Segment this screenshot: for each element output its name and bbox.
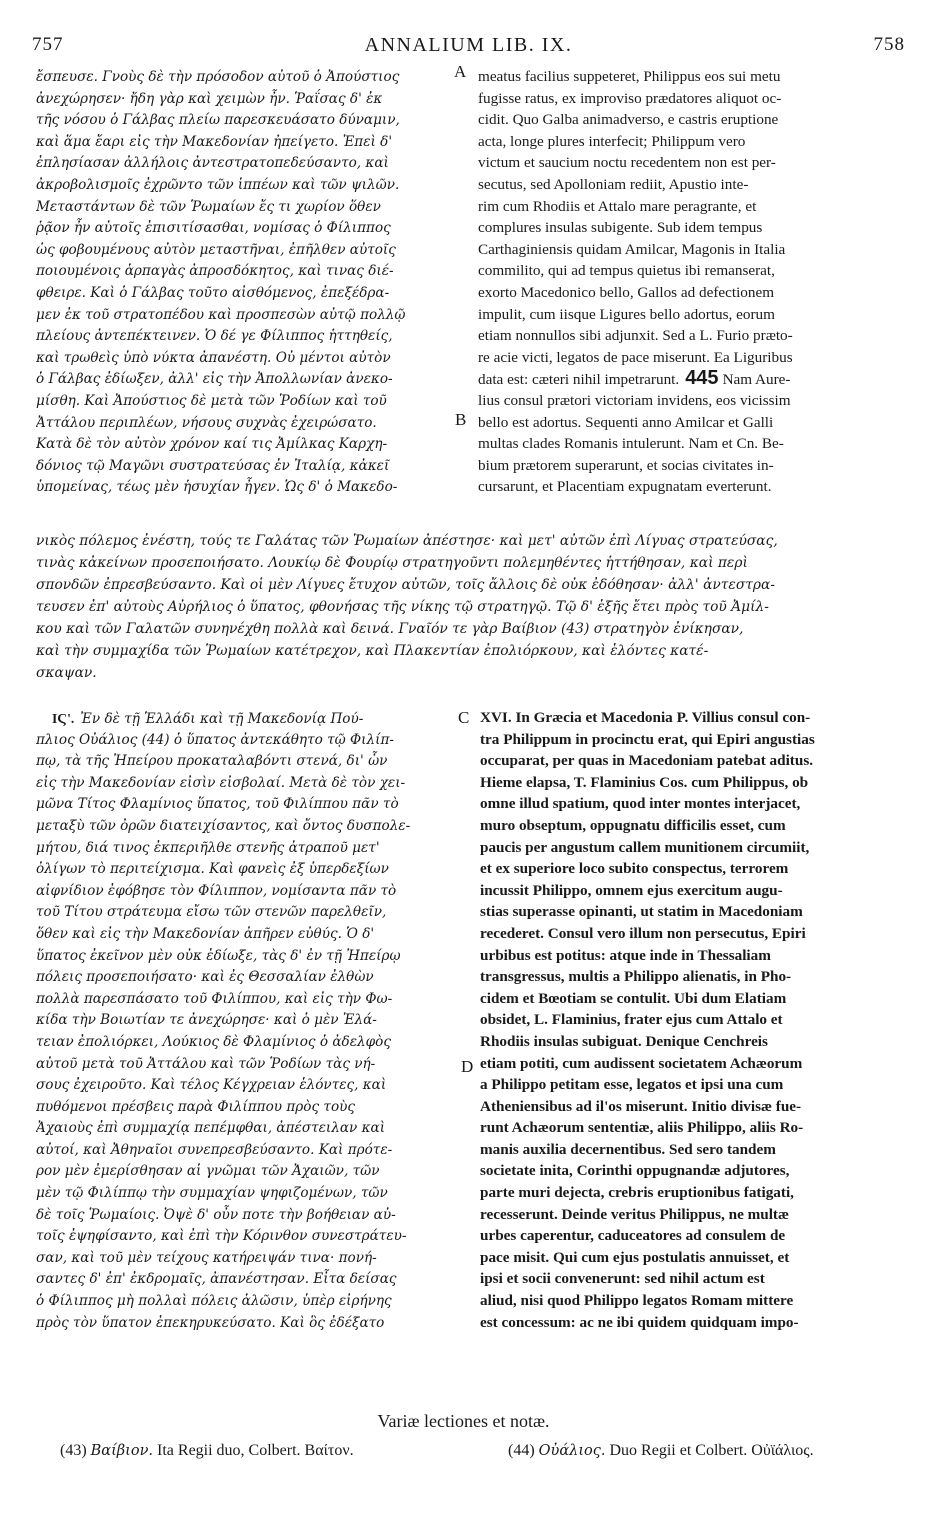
greek-text-line: ὑπομείνας, τέως μὲν ἡσυχίαν ἦγεν. Ὡς δ' ὁ Μακεδο- bbox=[36, 479, 398, 496]
greek-text-line: πλείους ἀντεπέκτεινεν. Ὁ δέ γε Φίλιππος ἡττηθείς, bbox=[36, 328, 393, 345]
latin-text-line: rim cum Rhodiis et Attalo mare peragrante, et bbox=[478, 197, 757, 215]
latin-text-line: Rhodiis insulas subiguat. Denique Cenchreis bbox=[480, 1032, 768, 1050]
latin-text-line: muro obseptum, oppugnatu difficilis esset, cum bbox=[480, 816, 786, 834]
latin-text-line: impulit, cum iisque Ligures bello adortus, eorum bbox=[478, 305, 775, 323]
greek-text-line: ὡς φοβουμένους αὐτὸν μεταστῆναι, ἐπῆλθεν αὐτοῖς bbox=[36, 241, 396, 258]
latin-text-line: urbibus est potitus: atque inde in Thessaliam bbox=[480, 946, 771, 964]
greek-text-line: αἰφνίδιον ἐφόβησε τὸν Φίλιππον, νομίσαντα πᾶν τὸ bbox=[36, 882, 397, 899]
latin-text-line: exorto Macedonico bello, Gallos ad defectionem bbox=[478, 283, 775, 301]
notes-heading: Variæ lectiones et notæ. bbox=[377, 1411, 550, 1431]
greek-text-line: τοῖς ἐψηφίσαντο, καὶ ἐπὶ τὴν Κόρινθον συνεστράτευ- bbox=[36, 1228, 407, 1245]
greek-text-line: Ἀχαιοὺς ἐπὶ συμμαχίᾳ πεπέμφθαι, ἀπέστειλαν καὶ bbox=[36, 1120, 386, 1137]
note-44-text: Duo Regii et Colbert. Οὐϊάλιος. bbox=[609, 1442, 814, 1459]
greek-text-line: καὶ τρωθεὶς ὑπὸ νύκτα ἀπανέστη. Οὐ μέντοι αὐτὸν bbox=[36, 349, 391, 366]
greek-column-bottom bbox=[36, 708, 456, 1334]
note-43-text: Ita Regii duo, Colbert. Βαίτον. bbox=[157, 1442, 354, 1459]
greek-text-line: κου καὶ τῶν Γαλατῶν συνηνέχθη πολλὰ καὶ δεινά. Γναῖόν τε γὰρ Βαίβιον (43) στρατηγὸν ἐνίκησαν, bbox=[36, 621, 744, 637]
greek-text-line: καὶ ἅμα ἔαρι εἰς τὴν Μακεδονίαν ἠπείγετο. Ἐπεὶ δ' bbox=[36, 133, 393, 150]
greek-text-line: σους ἐχειροῦτο. Καὶ τέλος Κέγχρειαν ἑλόντες, καὶ bbox=[36, 1077, 387, 1094]
latin-text-line: pace misit. Qui cum ejus postulatis annuisset, et bbox=[480, 1248, 790, 1266]
latin-text-line: omne illud spatium, quod inter montes interjacet, bbox=[480, 795, 801, 813]
greek-text-line: μὲν τῷ Φιλίππῳ τὴν συμμαχίαν ψηφιζομένων, τῶν bbox=[36, 1185, 388, 1202]
latin-text-fragment: Nam Aure- bbox=[722, 371, 791, 389]
greek-text-line: ἀκροβολισμοῖς ἐχρῶντο τῶν ἱππέων καὶ τῶν ψιλῶν. bbox=[36, 176, 400, 193]
latin-text-line: Atheniensibus ad il'os miserunt. Initio divisæ fue- bbox=[480, 1097, 802, 1115]
greek-text-line: ὅθεν καὶ εἰς τὴν Μακεδονίαν ἀπῆρεν εὐθύς. Ὁ δ' bbox=[36, 925, 375, 942]
latin-text-line: Carthaginiensis quidam Amilcar, Magonis in Italia bbox=[478, 240, 786, 258]
greek-text-line: μίσθη. Καὶ Ἀπούστιος δὲ μετὰ τῶν Ῥοδίων καὶ τοῦ bbox=[36, 392, 387, 409]
latin-text-line: stias superasse opinanti, ut statim in Macedoniam bbox=[480, 903, 803, 921]
greek-text-line: ποιουμένοις ἁρπαγὰς ἀπροσδόκητος, καὶ τινας διέ- bbox=[36, 263, 394, 280]
latin-text-line: Hieme elapsa, T. Flaminius Cos. cum Philippus, ob bbox=[480, 773, 809, 791]
latin-text-line: manis auxilia decernentibus. Sed sero tandem bbox=[480, 1140, 776, 1158]
latin-text-line: cidit. Quo Galba animadverso, e castris eruptione bbox=[478, 111, 779, 129]
latin-text-line: obsidet, L. Flaminius, frater ejus cum Attalo et bbox=[480, 1011, 783, 1029]
greek-text-line: τοῦ Τίτου στράτευμα εἴσω τῶν στενῶν παρελθεῖν, bbox=[36, 904, 387, 921]
greek-text-line: ἀνεχώρησεν· ἤδη γὰρ καὶ χειμὼν ἦν. Ῥαΐσας δ' ἐκ bbox=[36, 90, 383, 107]
greek-text-line: τινὰς κἀκείνων προσεποιήσατο. Λουκίῳ δὲ Φουρίῳ στρατηγοῦντι πολεμηθέντες ἡττήθησαν, καὶ περὶ bbox=[36, 555, 748, 571]
greek-text-line: σαν, καὶ τοῦ μὲν τείχους κατήρειψάν τινα· πονή- bbox=[36, 1249, 377, 1266]
greek-text-line: αὐτοῦ μετὰ τοῦ Ἀττάλου καὶ τῶν Ῥοδίων τὰς νή- bbox=[36, 1055, 376, 1072]
latin-text-fragment: data est: cæteri nihil impetrarunt. bbox=[478, 371, 680, 389]
margin-marker-d: D bbox=[461, 1057, 474, 1076]
greek-text-line: τῆς νόσου ὁ Γάλβας πλείω παρεσκευάσατο δύναμιν, bbox=[36, 112, 400, 129]
greek-text-line: πλιος Οὐάλιος (44) ὁ ὕπατος ἀντεκάθητο τῷ Φιλίπ- bbox=[36, 731, 394, 748]
greek-text-line: αὐτοί, καὶ Ἀθηναῖοι συνεπρεσβεύσαντο. Καὶ πρότε- bbox=[36, 1141, 393, 1158]
latin-text-line: runt Achæorum sententiæ, aliis Philippo, aliis Ro- bbox=[480, 1119, 804, 1137]
greek-text-line: σπονδῶν ἐπρεσβεύσαντο. Καὶ οἱ μὲν Λίγυες ἔτυχον αὐτῶν, τοῖς ἄλλοις δὲ οὐκ ἐδόθησαν· ἀλλ' ἀντεστρα- bbox=[36, 577, 775, 593]
note-44 bbox=[508, 1442, 814, 1460]
margin-marker-c: C bbox=[458, 708, 470, 727]
latin-text-line: urbes caperentur, caduceatores ad consulem de bbox=[480, 1227, 786, 1245]
note-44-word: Οὐάλιος. bbox=[538, 1443, 606, 1459]
latin-text-line: etiam potiti, cum audissent societatem Achæorum bbox=[480, 1054, 803, 1072]
latin-text-line: parte muri dejecta, crebris eruptionibus fatigati, bbox=[480, 1184, 794, 1202]
latin-text-line: commilito, qui ad tempus quietus ibi remanserat, bbox=[478, 262, 775, 280]
greek-text-line: τειαν ἐπολιόρκει, Λούκιος δὲ Φλαμίνιος ὁ ἀδελφὸς bbox=[36, 1033, 391, 1050]
page-number-right: 758 bbox=[873, 34, 905, 55]
greek-text-line: σαντες δ' ἐπ' ἐκδρομαῖς, ἀπανέστησαν. Εἶτα δείσας bbox=[36, 1271, 397, 1288]
greek-text-line: ἔσπευσε. Γνοὺς δὲ τὴν πρόσοδον αὐτοῦ ὁ Ἀπούστιος bbox=[36, 69, 400, 85]
greek-text-line: πόλεις προσεποιήσατο· καὶ ἐς Θεσσαλίαν ἐλθὼν bbox=[36, 969, 374, 986]
latin-text-line: meatus facilius suppeteret, Philippus eos sui metu bbox=[478, 68, 781, 85]
latin-text-line: et ex superiore loco subito conspectus, terrorem bbox=[480, 860, 789, 878]
note-43 bbox=[60, 1442, 354, 1460]
latin-text-line: est concessum: ac ne ibi quidem quidquam impo- bbox=[480, 1313, 799, 1331]
greek-text-line: πολλὰ παρεσπάσατο τοῦ Φιλίππου, καὶ εἰς τὴν Φω- bbox=[36, 990, 393, 1007]
note-43-number: (43) bbox=[60, 1442, 87, 1459]
greek-text-line: Κατὰ δὲ τὸν αὐτὸν χρόνον καί τις Ἀμίλκας Καρχη- bbox=[36, 436, 388, 453]
greek-text-line: μήτου, διά τινος ἐκπεριῆλθε στενῆς ἀτραποῦ μετ' bbox=[36, 839, 380, 856]
greek-text-line bbox=[36, 708, 456, 730]
running-head: ANNALIUM LIB. IX. bbox=[364, 34, 573, 56]
latin-text-line: bello est adortus. Sequenti anno Amilcar et Galli bbox=[478, 413, 774, 431]
greek-text-line: νικὸς πόλεμος ἐνέστη, τούς τε Γαλάτας τῶν Ῥωμαίων ἀπέστησε· καὶ μετ' αὐτῶν ἐπὶ Λίγυας στρατεύσας, bbox=[36, 533, 778, 549]
latin-text-line: secutus, sed Apolloniam rediit, Apustio inte- bbox=[478, 175, 749, 193]
greek-text-line: σκαψαν. bbox=[36, 665, 97, 681]
latin-text-line: bium prætorem superarunt, et socias civitates in- bbox=[478, 456, 774, 474]
latin-text-line bbox=[478, 368, 910, 390]
greek-text-line: δὲ τοῖς Ῥωμαίοις. Ὀψὲ δ' οὖν ποτε τὴν βοήθειαν αὐ- bbox=[36, 1206, 396, 1223]
greek-text-line: ὁ Φίλιππος μὴ πολλαὶ πόλεις ἁλῶσιν, ὑπὲρ εἰρήνης bbox=[36, 1293, 392, 1310]
greek-text-line: Ἀττάλου περιπλέων, νήσους συχνὰς ἐχειρώσατο. bbox=[36, 414, 377, 431]
latin-text-line: a Philippo petitam esse, legatos et ipsi una cum bbox=[480, 1076, 784, 1094]
page-reference-number: 445 bbox=[685, 368, 719, 390]
margin-marker-a: A bbox=[454, 62, 467, 81]
latin-text-line: lius consul prætori victoriam invidens, eos vicissim bbox=[478, 391, 791, 409]
greek-text-line: ῥᾷον ἦν αὐτοῖς ἐπισιτίσασθαι, νομίσας ὁ Φίλιππος bbox=[36, 220, 391, 237]
latin-text-line: multas clades Romanis intulerunt. Nam et Cn. Be- bbox=[478, 435, 784, 453]
greek-text-line: Μεταστάντων δὲ τῶν Ῥωμαίων ἔς τι χωρίον ὅθεν bbox=[36, 198, 381, 215]
latin-text-line: transgressus, multis a Philippo alienatis, in Pho- bbox=[480, 968, 792, 986]
greek-column-top bbox=[36, 67, 456, 499]
latin-text-line: ipsi et socii convenerunt: sed nihil actum est bbox=[480, 1270, 765, 1288]
section-number-16: ΙϚ'. bbox=[52, 711, 75, 726]
latin-text-line: tra Philippum in procinctu erat, qui Epiri angustias bbox=[480, 730, 815, 748]
greek-text-line: καὶ τὴν συμμαχίδα τῶν Ῥωμαίων κατέτρεχον, καὶ Πλακεντίαν ἐπολιόρκουν, καὶ ἑλόντες κατέ- bbox=[36, 643, 709, 659]
latin-column-top bbox=[478, 66, 910, 498]
greek-text-line: μεταξὺ τῶν ὀρῶν διατειχίσαντος, καὶ ὄντος δυσπολε- bbox=[36, 817, 411, 834]
greek-full-width-passage bbox=[36, 530, 901, 684]
latin-text-line: re acie victi, legatos de pace miserunt. Ea Liguribus bbox=[478, 348, 793, 366]
greek-text-line: εἰς τὴν Μακεδονίαν εἰσὶν εἰσβολαί. Μετὰ δὲ τὸν χει- bbox=[36, 774, 406, 791]
greek-text-line: ὁ Γάλβας ἐδίωξεν, ἀλλ' εἰς τὴν Ἀπολλωνίαν ἀνεκο- bbox=[36, 371, 393, 388]
page-header bbox=[32, 34, 905, 62]
latin-text-line: recesserunt. Deinde veritus Philippus, ne multæ bbox=[480, 1205, 789, 1223]
greek-text-line: ἐπλησίασαν ἀλλήλοις ἀντεστρατοπεδεύσαντο, καὶ bbox=[36, 155, 389, 172]
greek-text-line: πῳ, τὰ τῆς Ἠπείρου προκαταλαβόντι στενά, δι' ὧν bbox=[36, 753, 388, 770]
latin-text-line: complures insulas subigente. Sub idem tempus bbox=[478, 219, 763, 237]
greek-text-line: μῶνα Τίτος Φλαμίνιος ὕπατος, τοῦ Φιλίππου πᾶν τὸ bbox=[36, 796, 399, 813]
latin-text-line: XVI. In Græcia et Macedonia P. Villius consul con- bbox=[480, 709, 811, 726]
latin-text-line: cidem et Bœotiam se contulit. Ubi dum Elatiam bbox=[480, 989, 787, 1007]
latin-text-line: societate inita, Corinthi oppugnandæ adjutores, bbox=[480, 1162, 790, 1180]
greek-text-line: ρον μὲν ἐμερίσθησαν αἱ γνῶμαι τῶν Ἀχαιῶν, τῶν bbox=[36, 1163, 380, 1180]
page-number-left: 757 bbox=[32, 34, 64, 55]
greek-text-fragment: Ἐν δὲ τῇ Ἑλλάδι καὶ τῇ Μακεδονίᾳ Πού- bbox=[80, 711, 364, 727]
greek-text-line: κίδα τὴν Βοιωτίαν τε ἀνεχώρησε· καὶ ὁ μὲν Ἐλά- bbox=[36, 1012, 377, 1029]
greek-text-line: δόνιος τῷ Μαγῶνι συστρατεύσας ἐν Ἰταλίᾳ, κἀκεῖ bbox=[36, 457, 390, 474]
latin-column-bottom bbox=[480, 707, 910, 1333]
latin-text-line: acta, longe plures interfecit; Philippum vero bbox=[478, 132, 746, 150]
greek-text-line: πρὸς τὸν ὕπατον ἐπεκηρυκεύσατο. Καὶ ὃς ἐδέξατο bbox=[36, 1314, 385, 1331]
latin-text-line: recederet. Consul vero illum non persecutus, Epiri bbox=[480, 924, 806, 942]
latin-text-line: aliud, nisi quod Philippo legatos Romam mittere bbox=[480, 1292, 794, 1310]
note-44-number: (44) bbox=[508, 1442, 535, 1459]
greek-text-line: πυθόμενοι πρέσβεις παρὰ Φιλίππου πρὸς τοὺς bbox=[36, 1098, 356, 1115]
greek-text-line: φθειρε. Καὶ ὁ Γάλβας τοῦτο αἰσθόμενος, ἐπεξέδρα- bbox=[36, 284, 390, 301]
latin-text-line: incussit Philippo, omnem ejus exercitum augu- bbox=[480, 881, 783, 899]
note-43-word: Βαίβιον. bbox=[90, 1443, 154, 1459]
greek-text-line: ὕπατος ἐκεῖνον μὲν οὐκ ἐδίωξε, τὰς δ' ἐν τῇ Ἠπείρῳ bbox=[36, 947, 401, 964]
greek-text-line: μεν ἐκ τοῦ στρατοπέδου καὶ προσπεσὼν αὐτῷ πολλῷ bbox=[36, 306, 406, 323]
latin-text-line: paucis per angustum callem munitionem circumiit, bbox=[480, 838, 810, 856]
latin-text-line: fugisse ratus, ex improviso prædatores aliquot oc- bbox=[478, 89, 782, 107]
greek-text-line: ὀλίγων τὸ περιτείχισμα. Καὶ φανεὶς ἐξ ὑπερδεξίων bbox=[36, 861, 389, 878]
greek-text-line: τευσεν ἐπ' αὐτοὺς Αὐρήλιος ὁ ὕπατος, φθονήσας τῆς νίκης τῷ στρατηγῷ. Τῷ δ' ἑξῆς ἔτει πρὸς τοῦ Ἀμίλ- bbox=[36, 599, 769, 615]
latin-text-line: etiam nonnullos sibi adjunxit. Sed a L. Furio prætο- bbox=[478, 327, 793, 345]
latin-text-line: occuparat, per quas in Macedoniam patebat aditus. bbox=[480, 752, 814, 770]
margin-marker-b: B bbox=[455, 410, 467, 429]
latin-text-line: cursarunt, et Placentiam expugnatam everterunt. bbox=[478, 478, 772, 496]
latin-text-line: victum et saucium noctu recedentem non est per- bbox=[478, 154, 776, 172]
